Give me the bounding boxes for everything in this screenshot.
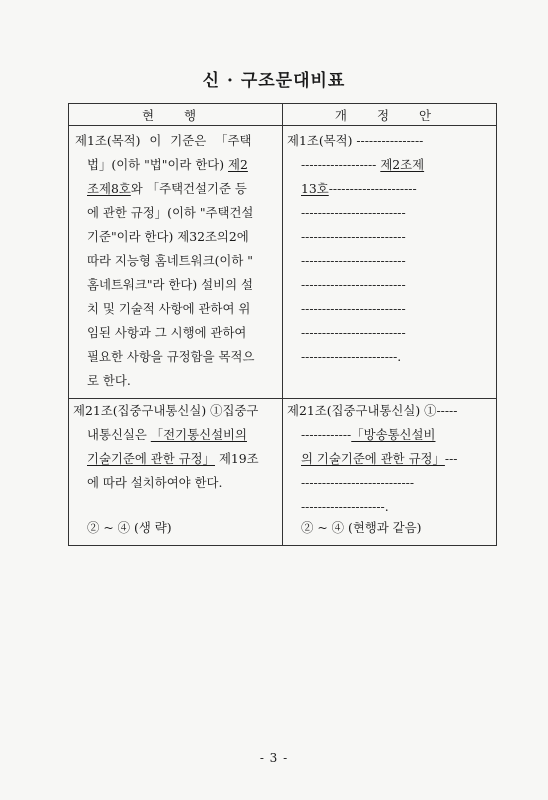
revised-art1-line8: ------------------------- — [301, 301, 406, 316]
table-row-article1 — [69, 126, 497, 399]
page-title: 신 · 구조문대비표 — [202, 71, 346, 91]
revised-article21-cell — [283, 399, 497, 546]
current-art1-line5: 기준"이라 한다) 제32조의2에 — [87, 229, 249, 244]
current-art21-line3: 기술기준에 관한 규정」 제19조 — [87, 451, 259, 466]
revised-art21-line3: 의 기술기준에 관한 규정」--- — [301, 451, 458, 466]
revised-art21-rest: ② ~ ④ (현행과 같음) — [301, 520, 422, 535]
current-art1-line1: 제1조(목적) 이 기준은 「주택 — [75, 133, 252, 148]
revised-art21-line1: 제21조(집중구내통신실) ①----- — [287, 403, 458, 418]
table-row-article21 — [69, 399, 497, 546]
current-art1-line8: 치 및 기술적 사항에 관하여 위 — [87, 301, 251, 316]
current-art21-line1: 제21조(집중구내통신실) ①집중구 — [73, 403, 259, 418]
current-art21-rest: ② ~ ④ (생 략) — [87, 520, 172, 535]
revised-art1-line7: ------------------------- — [301, 277, 406, 292]
revised-art1-line4: ------------------------- — [301, 205, 406, 220]
revised-art21-line4: --------------------------- — [301, 475, 415, 490]
comparison-table — [68, 103, 497, 546]
current-art1-line2: 법」(이하 "법"이라 한다) 제2 — [87, 157, 248, 172]
header-revised: 개 정 안 — [283, 104, 497, 126]
revised-art1-line1: 제1조(목적) ---------------- — [287, 133, 424, 148]
revised-article1-cell — [283, 126, 497, 399]
current-art1-line7: 홈네트워크"라 한다) 설비의 설 — [87, 277, 253, 292]
current-article21-cell — [69, 399, 283, 546]
revised-art1-line3: 13호--------------------- — [301, 181, 417, 196]
header-current: 현 행 — [69, 104, 283, 126]
revised-art1-line10: -----------------------. — [301, 349, 402, 364]
revised-art1-line2: ------------------ 제2조제 — [301, 157, 425, 172]
page-number: - 3 - — [259, 751, 289, 765]
current-art21-line2: 내통신실은 「전기통신설비의 — [87, 427, 247, 442]
current-art21-line4: 에 따라 설치하여야 한다. — [87, 475, 223, 490]
current-art1-line10: 필요한 사항을 규정함을 목적으 — [87, 349, 255, 364]
revised-art1-line5: ------------------------- — [301, 229, 406, 244]
header-row — [69, 104, 497, 126]
current-art1-line4: 에 관한 규정」(이하 "주택건설 — [87, 205, 254, 220]
current-article1-cell — [69, 126, 283, 399]
current-art1-line3: 조제8호와 「주택건설기준 등 — [87, 181, 247, 196]
revised-art21-line5: --------------------. — [301, 499, 389, 514]
revised-art1-line6: ------------------------- — [301, 253, 406, 268]
current-art1-line11: 로 한다. — [87, 373, 131, 388]
revised-art1-line9: ------------------------- — [301, 325, 406, 340]
revised-art21-line2: ------------「방송통신설비 — [301, 427, 436, 442]
current-art1-line6: 따라 지능형 홈네트워크(이하 " — [87, 253, 253, 268]
current-art1-line9: 임된 사항과 그 시행에 관하여 — [87, 325, 247, 340]
